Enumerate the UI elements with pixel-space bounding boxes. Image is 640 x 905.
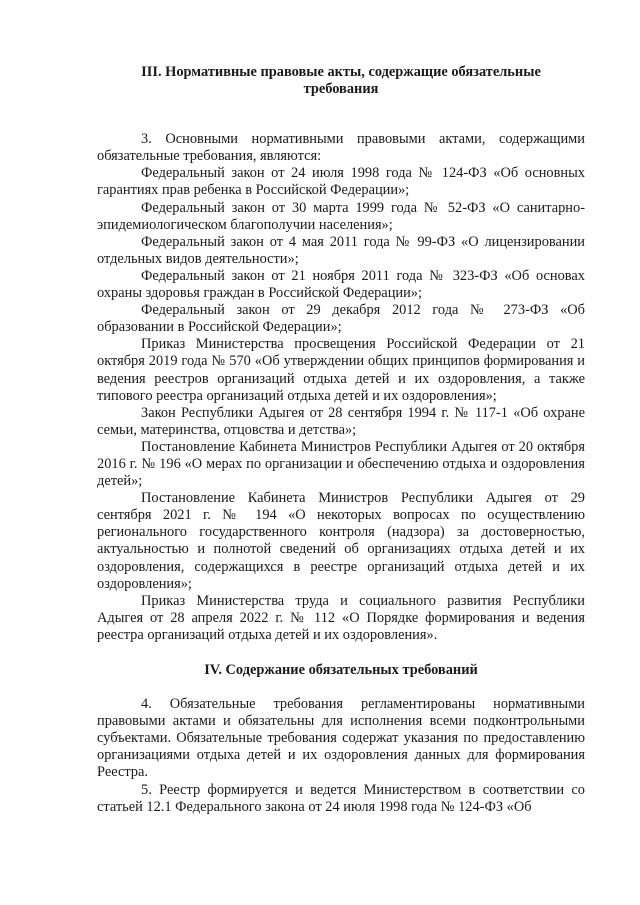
legal-act-item-6: Приказ Министерства просвещения Российской Федерации от 21 октября 2019 года № 570 «Об утверждении общих принципов формирования и ведения реестров организаций отдыха детей и их оздоровления, а также типового реестра организаций отдыха детей и их оздоровления»; [97,336,585,404]
paragraph-3-intro: 3. Основными нормативными правовыми актами, содержащими обязательные требования, являются: [97,131,585,165]
legal-act-item-10: Приказ Министерства труда и социального развития Республики Адыгея от 28 апреля 2022 г. № 112 «О Порядке формирования и ведения реестра организаций отдыха детей и их оздоровления». [97,592,585,643]
legal-act-item-8: Постановление Кабинета Министров Республики Адыгея от 20 октября 2016 г. № 196 «О мерах по организации и обеспечению отдыха и оздоровления детей»; [97,438,585,490]
legal-act-item-3: Федеральный закон от 4 мая 2011 года № 99-ФЗ «О лицензировании отдельных видов деятельности»; [97,233,585,267]
paragraph-4: 4. Обязательные требования регламентированы нормативными правовыми актами и обязательны для исполнения всеми подконтрольными субъектами. Обязательные требования содержат указания по предоставлению организациями отдыха детей и их оздоровления данных для формирования Реестра. [97,696,585,781]
section-3-heading-line2: требования [303,81,379,98]
section-4-heading: IV. Содержание обязательных требований [204,662,478,678]
legal-act-item-9: Постановление Кабинета Министров Республики Адыгея от 29 сентября 2021 г. № 194 «О некоторых вопросах по осуществлению регионального государственного контроля (надзора) за достоверностью, актуальностью и полнотой сведений об организациях отдыха детей и их оздоровления, содержащихся в реестре организаций отдыха детей и их оздоровления»; [97,490,585,592]
legal-act-item-5: Федеральный закон от 29 декабря 2012 года № 273-ФЗ «Об образовании в Российской Федерации»; [97,302,585,336]
document-page [97,64,585,816]
legal-act-item-2: Федеральный закон от 30 марта 1999 года № 52-ФЗ «О санитарно-эпидемиологическом благополучии населения»; [97,199,585,233]
spacer [97,679,585,696]
legal-act-item-7: Закон Республики Адыгея от 28 сентября 1994 г. № 117-1 «Об охране семьи, материнства, отцовства и детства»; [97,404,585,438]
legal-act-item-4: Федеральный закон от 21 ноября 2011 года № 323-ФЗ «Об основах охраны здоровья граждан в Российской Федерации»; [97,267,585,302]
paragraph-5: 5. Реестр формируется и ведется Министерством в соответствии со статьей 12.1 Федерального закона от 24 июля 1998 года № 124-ФЗ «Об [97,781,585,815]
spacer [97,98,585,131]
section-3-heading [97,64,585,98]
legal-act-item-1: Федеральный закон от 24 июля 1998 года № 124-ФЗ «Об основных гарантиях прав ребенка в Российской Федерации»; [97,165,585,199]
section-3-heading-line1: III. Нормативные правовые акты, содержащие обязательные [141,64,541,80]
